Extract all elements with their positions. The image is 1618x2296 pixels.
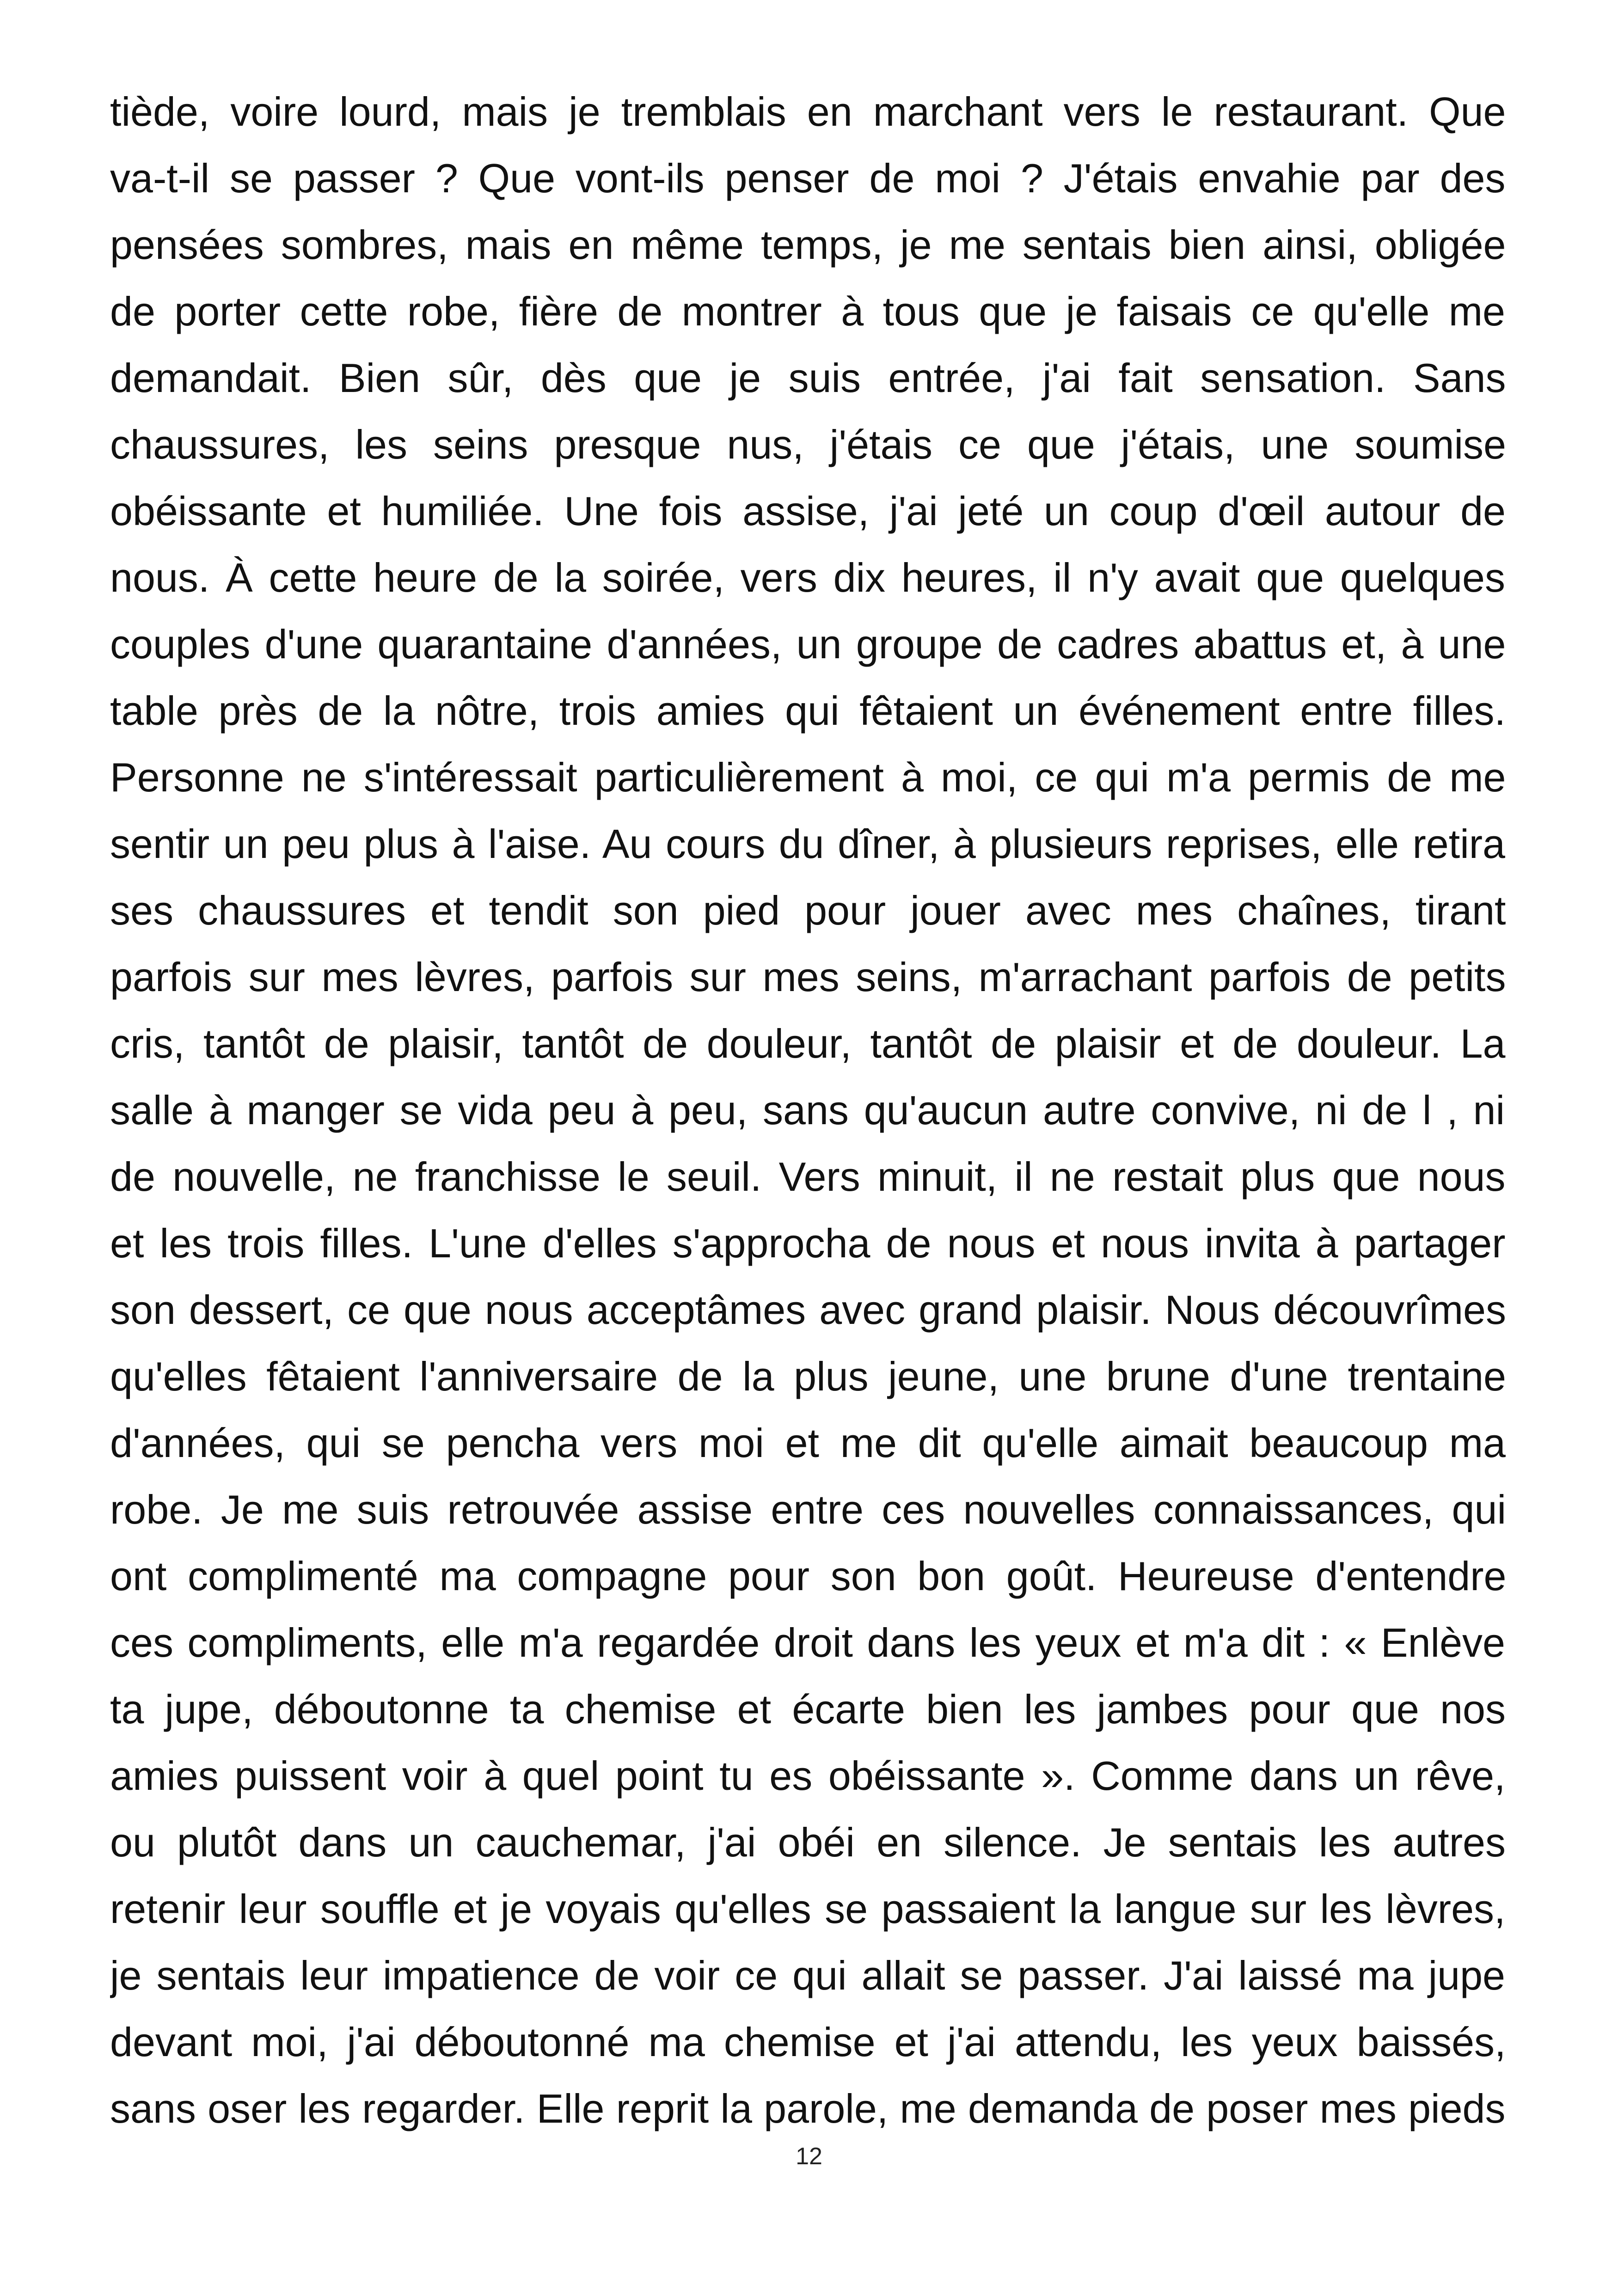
text-line: demandait. Bien sûr, dès que je suis entrée, j'ai fait sensation. Sans [110, 355, 1506, 401]
text-line: ta jupe, déboutonne ta chemise et écarte bien les jambes pour que nos [110, 1686, 1506, 1732]
text-line: cris, tantôt de plaisir, tantôt de douleur, tantôt de plaisir et de douleur. La [110, 1021, 1506, 1066]
text-line: ou plutôt dans un cauchemar, j'ai obéi en silence. Je sentais les autres [110, 1819, 1506, 1865]
text-line: Personne ne s'intéressait particulièrement à moi, ce qui m'a permis de me [110, 754, 1506, 800]
text-line: table près de la nôtre, trois amies qui fêtaient un événement entre filles. [110, 688, 1506, 734]
text-line: sentir un peu plus à l'aise. Au cours du dîner, à plusieurs reprises, elle retira [110, 821, 1505, 867]
text-line: robe. Je me suis retrouvée assise entre ces nouvelles connaissances, qui [110, 1487, 1506, 1532]
body-text [110, 79, 1508, 2142]
text-line: qu'elles fêtaient l'anniversaire de la plus jeune, une brune d'une trentaine [110, 1353, 1506, 1399]
text-line: sans oser les regarder. Elle reprit la parole, me demanda de poser mes pieds [110, 2086, 1506, 2131]
text-line: parfois sur mes lèvres, parfois sur mes seins, m'arrachant parfois de petits [110, 954, 1506, 1000]
text-line: amies puissent voir à quel point tu es obéissante ». Comme dans un rêve, [110, 1753, 1506, 1799]
text-line: son dessert, ce que nous acceptâmes avec grand plaisir. Nous découvrîmes [110, 1287, 1506, 1333]
text-line: de porter cette robe, fière de montrer à tous que je faisais ce qu'elle me [110, 288, 1505, 334]
text-line: de nouvelle, ne franchisse le seuil. Vers minuit, il ne restait plus que nous [110, 1154, 1506, 1200]
text-line: pensées sombres, mais en même temps, je me sentais bien ainsi, obligée [110, 222, 1506, 268]
text-line: couples d'une quarantaine d'années, un groupe de cadres abattus et, à une [110, 621, 1506, 667]
text-line: et les trois filles. L'une d'elles s'approcha de nous et nous invita à partager [110, 1220, 1506, 1266]
page-number: 12 [796, 2143, 822, 2170]
text-line: d'années, qui se pencha vers moi et me dit qu'elle aimait beaucoup ma [110, 1420, 1506, 1466]
text-line: va-t-il se passer ? Que vont-ils penser de moi ? J'étais envahie par des [110, 155, 1506, 201]
text-line: devant moi, j'ai déboutonné ma chemise et j'ai attendu, les yeux baissés, [110, 2019, 1506, 2065]
text-line: ont complimenté ma compagne pour son bon goût. Heureuse d'entendre [110, 1553, 1507, 1599]
text-line: ces compliments, elle m'a regardée droit dans les yeux et m'a dit : « Enlève [110, 1620, 1505, 1665]
text-line: chaussures, les seins presque nus, j'étais ce que j'étais, une soumise [110, 422, 1506, 467]
text-line: nous. À cette heure de la soirée, vers dix heures, il n'y avait que quelques [110, 555, 1505, 600]
text-line: tiède, voire lourd, mais je tremblais en marchant vers le restaurant. Que [110, 89, 1506, 135]
text-line: je sentais leur impatience de voir ce qui allait se passer. J'ai laissé ma jupe [110, 1953, 1505, 1998]
text-line: salle à manger se vida peu à peu, sans qu'aucun autre convive, ni de l , ni [110, 1087, 1505, 1133]
text-line: retenir leur souffle et je voyais qu'elles se passaient la langue sur les lèvres, [110, 1886, 1506, 1932]
text-line: obéissante et humiliée. Une fois assise, j'ai jeté un coup d'œil autour de [110, 488, 1506, 534]
text-line: ses chaussures et tendit son pied pour jouer avec mes chaînes, tirant [110, 888, 1506, 933]
